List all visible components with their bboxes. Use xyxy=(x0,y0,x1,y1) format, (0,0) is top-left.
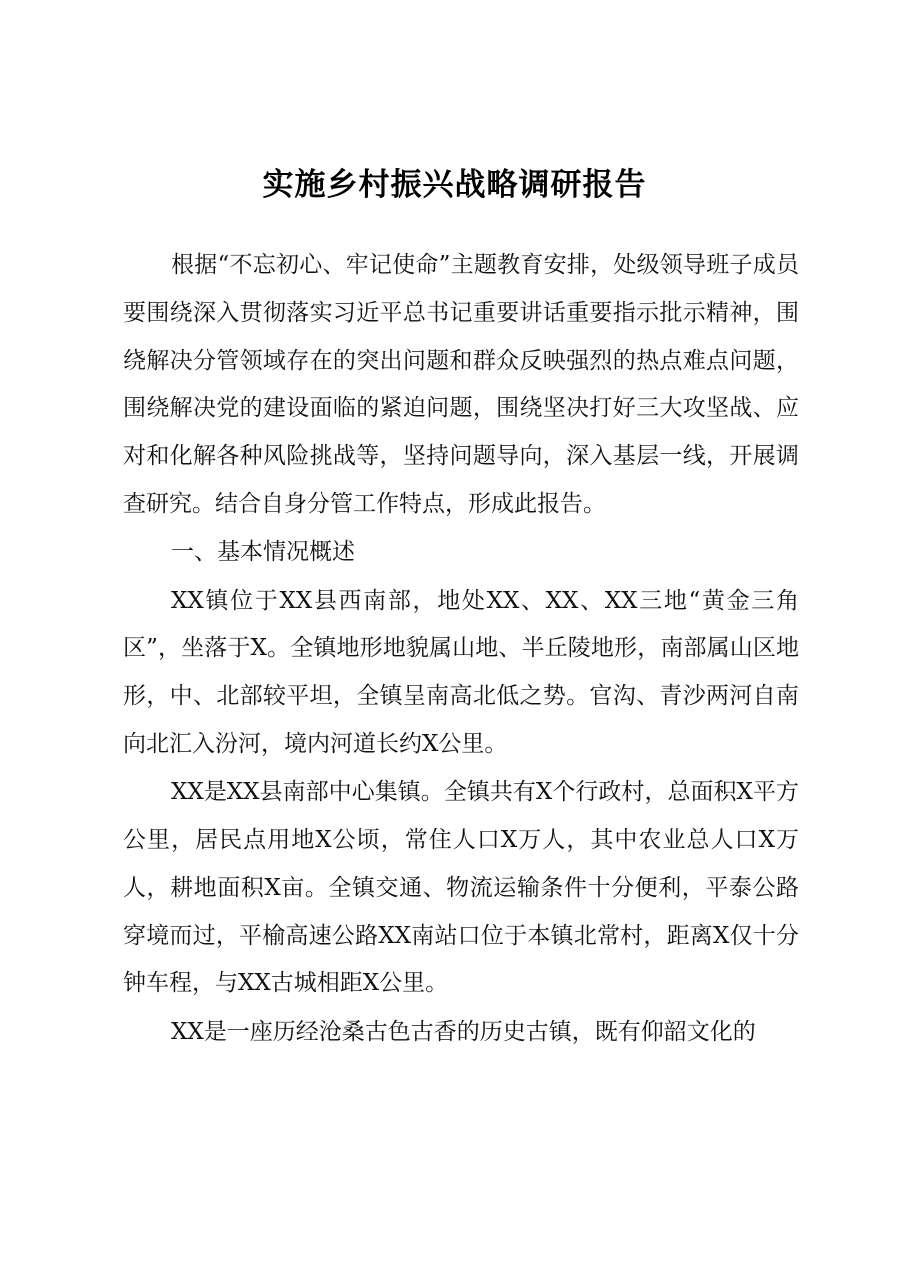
section-heading-basic-overview: 一、基本情况概述 xyxy=(171,539,355,566)
paragraph-intro: 根据“不忘初心、牢记使命”主题教育安排，处级领导班子成员要围绕深入贯彻落实习近平总书记重要讲话重要指示批示精神，围绕解决分管领域存在的突出问题和群众反映强烈的热点难点问题，围绕解决党的建设面临的紧迫问题，围绕坚决打好三大攻坚战、应对和化解各种风险挑战等，坚持问题导向，深入基层一线，开展调查研究。结合自身分管工作特点，形成此报告。 xyxy=(123,252,799,517)
document-title: 实施乡村振兴战略调研报告 xyxy=(262,167,647,203)
document-body xyxy=(123,242,799,1057)
paragraph-history: XX是一座历经沧桑古色古香的历史古镇，既有仰韶文化的 xyxy=(171,1018,756,1045)
paragraph-demographics: XX是XX县南部中心集镇。全镇共有X个行政村，总面积X平方公里，居民点用地X公顷，常住人口X万人，其中农业总人口X万人，耕地面积X亩。全镇交通、物流运输条件十分便利，平泰公路穿境而过，平榆高速公路XX南站口位于本镇北常村，距离X仅十分钟车程，与XX古城相距X公里。 xyxy=(123,779,799,997)
paragraph-location: XX镇位于XX县西南部，地处XX、XX、XX三地“黄金三角区”，坐落于X。全镇地形地貌属山地、半丘陵地形，南部属山区地形，中、北部较平坦，全镇呈南高北低之势。官沟、青沙两河自南向北汇入汾河，境内河道长约X公里。 xyxy=(123,587,799,757)
